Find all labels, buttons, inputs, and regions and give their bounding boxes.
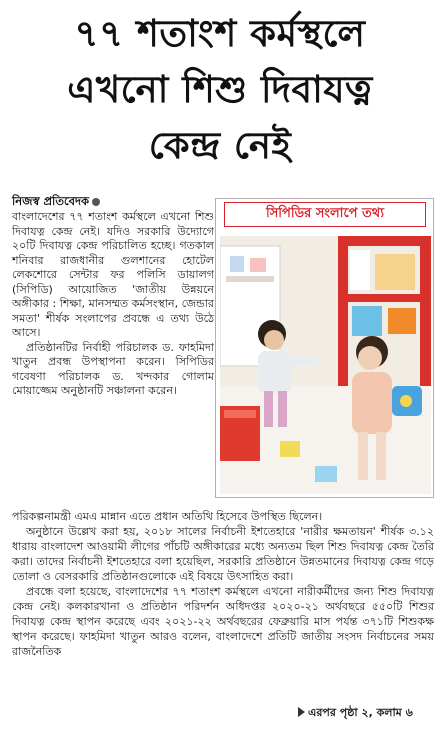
headline — [0, 6, 440, 174]
photo-caption: সিপিডির সংলাপে তথ্য — [224, 202, 426, 227]
left-column — [12, 210, 214, 399]
photo-children-playing — [220, 236, 431, 494]
headline-line-2: এখনো শিশু দিবাযত্ন — [67, 68, 373, 111]
body-paragraph: প্রবন্ধে বলা হয়েছে, বাংলাদেশের ৭৭ শতাংশ কর্মস্থলে এখনো নারীকর্মীদের জন্য শিশু দিবাযত্ন কেন্দ্র নেই। কলকারখানা ও প্রতিষ্ঠান পরিদর্শন অধিদপ্তর ২০২০-২১ অর্থবছরে ৫৫০টি শিশুর দিবাযত্ন কেন্দ্র স্থাপন করেছে এবং ২০২১-২২ অর্থবছরের ফেব্রুয়ারি মাস পর্যন্ত ৩৭১টি শিশুকক্ষ স্থাপন করেছে। ফাহমিদা খাতুন আরও বলেন, বাংলাদেশে প্রতিটি জাতীয় সংসদ নির্বাচনের সময় রাজনৈতিক — [12, 585, 434, 658]
column-paragraph: প্রতিষ্ঠানটির নির্বাহী পরিচালক ড. ফাহমিদা খাতুন প্রবন্ধ উপস্থাপনা করেন। সিপিডির গবেষণা পরিচালক ড. খন্দকার গোলাম মোয়াজ্জেম অনুষ্ঠানটি সঞ্চালনা করেন। — [12, 340, 214, 397]
column-paragraph: বাংলাদেশের ৭৭ শতাংশ কর্মস্থলে এখনো শিশু দিবাযত্ন কেন্দ্র নেই। যদিও সরকারি উদ্যোগে ২০টি দিবাযত্ন কেন্দ্র পরিচালিত হচ্ছে। গতকাল শনিবার রাজধানীর গুলশানের হোটেল লেকশোরে সেন্টার ফর পলিসি ডায়ালগ (সিপিডি) আয়োজিত 'জাতীয় উন্নয়নে অঙ্গীকার : শিক্ষা, মানসম্মত কর্মসংস্থান, জেন্ডার সমতা' শীর্ষক সংলাপের প্রবন্ধে এ তথ্য উঠে আসে। — [12, 210, 214, 339]
headline-line-1: ৭৭ শতাংশ কর্মস্থলে — [74, 12, 366, 55]
headline-line-3: কেন্দ্র নেই — [148, 124, 292, 167]
photo-illustration — [220, 236, 431, 494]
bullet-dot-icon — [92, 198, 100, 206]
body-paragraph: পরিকল্পনামন্ত্রী এমএ মান্নান এতে প্রধান অতিথি হিসেবে উপস্থিত ছিলেন। — [12, 510, 323, 523]
body-paragraph: অনুষ্ঠানে উল্লেখ করা হয়, ২০১৮ সালের নির্বাচনী ইশতেহারে 'নারীর ক্ষমতায়ন' শীর্ষক ৩.১২ ধারায় বাংলাদেশ আওয়ামী লীগের পাঁচটি অঙ্গীকারের মধ্যে অন্যতম ছিল শিশু দিবাযত্ন কেন্দ্র তৈরি করা। তাদের নির্বাচনী ইশতেহারে বলা হয়েছিল, সরকারি প্রতিষ্ঠানে উন্নতমানের দিবাযত্ন কেন্দ্র গড়ে তোলা ও বেসরকারি প্রতিষ্ঠানগুলোকে এই বিষয়ে উৎসাহিত করা। — [12, 525, 434, 583]
article-body — [12, 509, 434, 659]
continued-text: এরপর পৃষ্ঠা ২, কলাম ৬ — [308, 706, 413, 719]
byline-text: নিজস্ব প্রতিবেদক — [12, 194, 90, 208]
arrow-right-icon — [298, 707, 305, 717]
continued-note — [298, 704, 413, 723]
